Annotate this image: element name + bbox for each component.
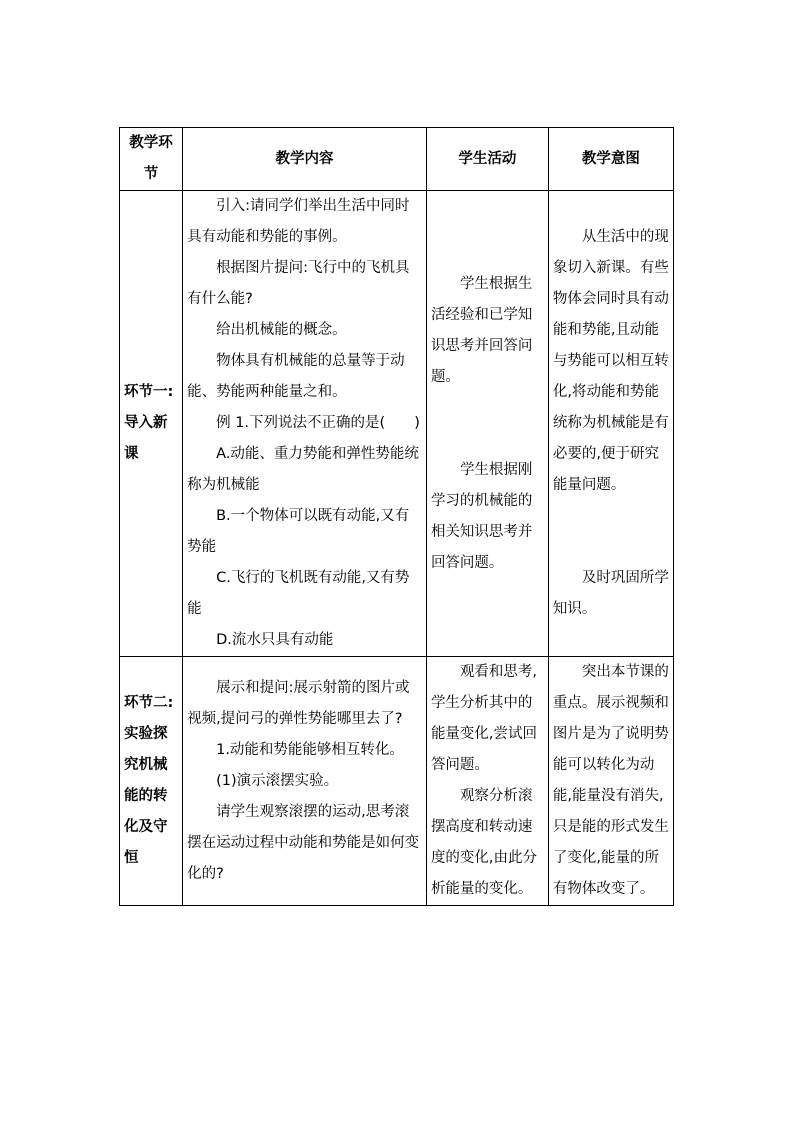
content-paragraph: 引入:请同学们举出生活中同时具有动能和势能的事例。 bbox=[187, 198, 410, 245]
stage-text: 化及守 bbox=[124, 819, 168, 835]
intent-paragraph: 及时巩固所学知识。 bbox=[552, 570, 669, 617]
header-intent: 教学意图 bbox=[548, 128, 673, 191]
stage-text: 能的转 bbox=[124, 788, 168, 804]
stage-text: 课 bbox=[124, 446, 139, 462]
table-row bbox=[120, 191, 674, 657]
header-content: 教学内容 bbox=[183, 128, 427, 191]
content-paragraph: 1.动能和势能能够相互转化。 bbox=[216, 741, 404, 758]
spacer bbox=[431, 393, 544, 455]
header-stage: 教学环节 bbox=[120, 128, 183, 191]
activity-paragraph: 学生根据生活经验和已学知识思考并回答问题。 bbox=[430, 275, 533, 385]
activity-paragraph: 学生根据刚学习的机械能的相关知识思考并回答问题。 bbox=[430, 461, 533, 571]
stage-text: 环节二: bbox=[124, 695, 174, 711]
intent-paragraph: 突出本节课的重点。展示视频和图片是为了说明势能可以转化为动能,能量没有消失,只是能的形式发生了变化,能量的所有物体改变了。 bbox=[552, 664, 669, 897]
activity-cell bbox=[426, 191, 548, 657]
intent-paragraph: 从生活中的现象切入新课。有些物体会同时具有动能和势能,且动能与势能可以相互转化,将动能和势能统称为机械能是有必要的,便于研究能量问题。 bbox=[552, 229, 669, 493]
stage-text: 导入新 bbox=[124, 415, 168, 431]
intent-cell bbox=[548, 657, 673, 906]
content-paragraph: 物体具有机械能的总量等于动能、势能两种能量之和。 bbox=[187, 353, 405, 400]
content-cell bbox=[183, 191, 427, 657]
stage-text: 恒 bbox=[124, 850, 139, 866]
stage-text: 究机械 bbox=[124, 757, 168, 773]
spacer bbox=[553, 501, 669, 563]
stage-cell bbox=[120, 191, 183, 657]
stage-cell bbox=[120, 657, 183, 906]
lesson-plan-table bbox=[119, 127, 674, 906]
table-header-row bbox=[120, 128, 674, 191]
stage-text: 环节一: bbox=[124, 384, 174, 400]
stage-text: 实验探 bbox=[124, 726, 168, 742]
content-cell bbox=[183, 657, 427, 906]
content-paragraph: 展示和提问:展示射箭的图片或视频,提问弓的弹性势能哪里去了? bbox=[187, 679, 410, 727]
content-paragraph: 给出机械能的概念。 bbox=[216, 322, 347, 338]
header-activity: 学生活动 bbox=[426, 128, 548, 191]
table-row bbox=[120, 657, 674, 906]
content-paragraph: D.流水只具有动能 bbox=[216, 632, 334, 648]
content-paragraph: B.一个物体可以既有动能,又有势能 bbox=[187, 508, 410, 555]
content-paragraph: 根据图片提问:飞行中的飞机具有什么能? bbox=[187, 260, 410, 307]
content-paragraph: 请学生观察滚摆的运动,思考滚摆在运动过程中动能和势能是如何变化的? bbox=[187, 803, 420, 882]
intent-cell bbox=[548, 191, 673, 657]
content-paragraph: 例 1.下列说法不正确的是( ) bbox=[216, 415, 420, 431]
content-paragraph: C.飞行的飞机既有动能,又有势能 bbox=[187, 570, 410, 617]
activity-paragraph: 观看和思考,学生分析其中的能量变化,尝试回答问题。 bbox=[430, 664, 538, 773]
activity-paragraph: 观察分析滚摆高度和转动速度的变化,由此分析能量的变化。 bbox=[430, 788, 538, 897]
content-paragraph: A.动能、重力势能和弹性势能统称为机械能 bbox=[187, 446, 419, 493]
activity-cell bbox=[426, 657, 548, 906]
content-paragraph: (1)演示滚摆实验。 bbox=[216, 772, 339, 789]
